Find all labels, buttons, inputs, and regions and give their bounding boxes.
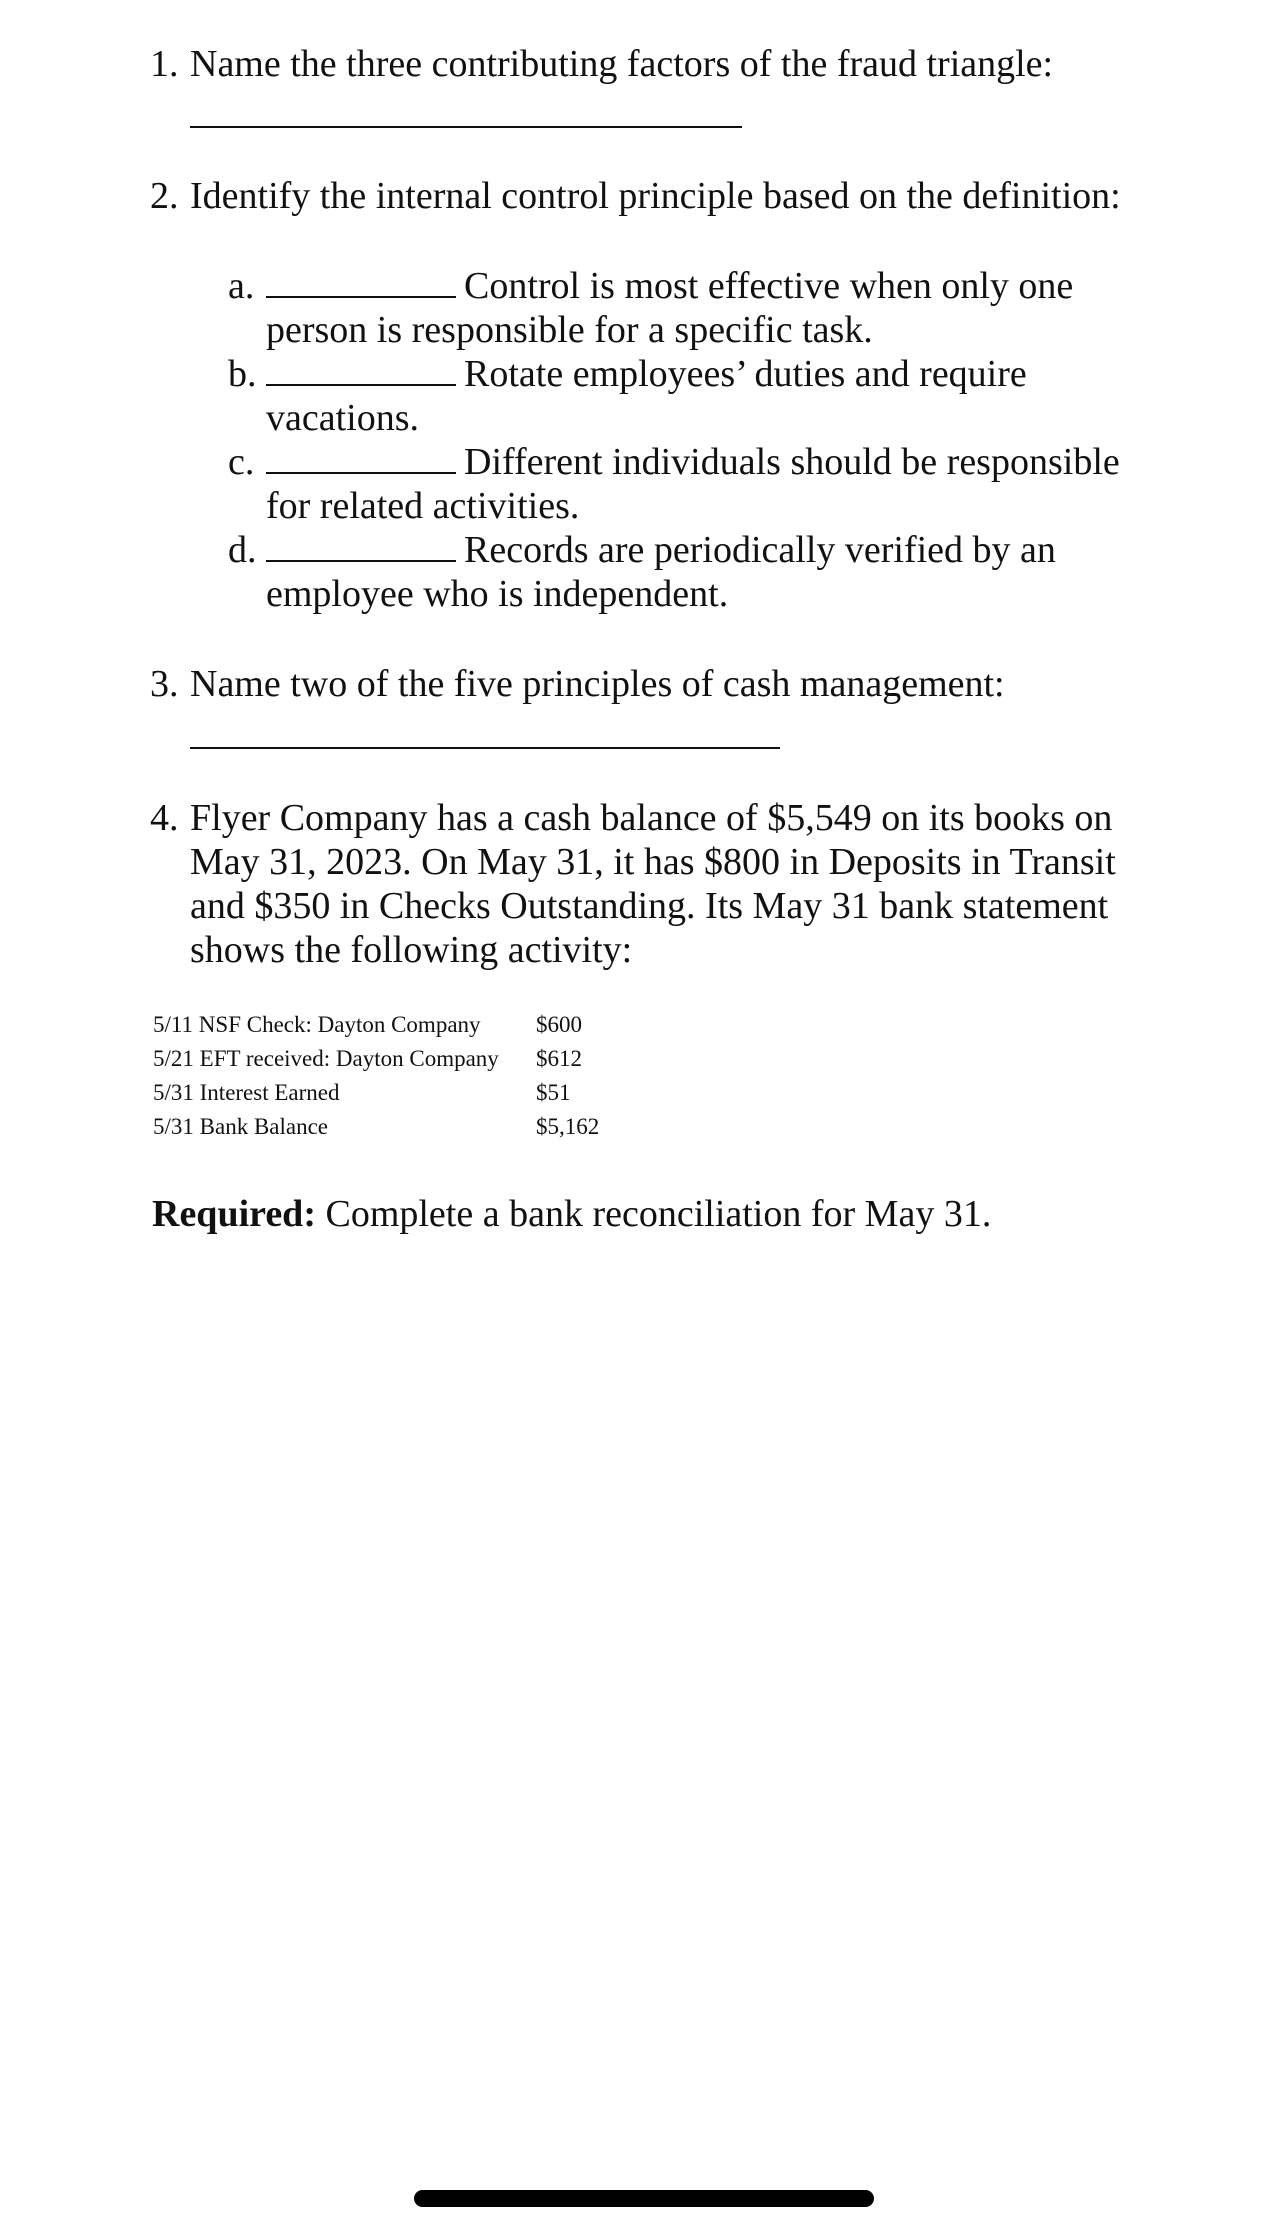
question-3-answer-line xyxy=(190,747,780,749)
question-4-number: 4. xyxy=(150,797,179,839)
question-4-text: Flyer Company has a cash balance of $5,549 on its books on May 31, 2023. On May 31, it has $800 in Deposits in Transit and $350 in Checks Outstanding. Its May 31 bank statement shows the following activity: xyxy=(190,797,1116,971)
item-text: Control is most effective when only one person is responsible for a specific task. xyxy=(266,265,1074,351)
activity-row xyxy=(153,1076,599,1110)
question-2-number: 2. xyxy=(150,175,179,217)
item-letter: d. xyxy=(228,529,257,571)
activity-description: 5/21 EFT received: Dayton Company xyxy=(153,1046,499,1071)
home-indicator-bar[interactable] xyxy=(414,2190,874,2207)
activity-row xyxy=(153,1008,599,1042)
item-text: Different individuals should be responsible for related activities. xyxy=(266,441,1120,527)
question-3-text: Name two of the five principles of cash management: xyxy=(190,663,1005,705)
required-instruction xyxy=(152,1192,991,1236)
activity-amount: $51 xyxy=(536,1080,571,1105)
activity-amount: $612 xyxy=(536,1046,582,1071)
item-blank xyxy=(266,266,456,298)
question-2-item-d xyxy=(228,528,1148,616)
activity-amount: $600 xyxy=(536,1012,582,1037)
required-label: Required: xyxy=(152,1193,316,1235)
item-letter: c. xyxy=(228,441,255,483)
question-2-item-c xyxy=(228,440,1148,528)
item-blank xyxy=(266,442,456,474)
activity-amount: $5,162 xyxy=(536,1114,600,1139)
activity-row xyxy=(153,1042,599,1076)
item-letter: a. xyxy=(228,265,255,307)
item-blank xyxy=(266,530,456,562)
question-1-number: 1. xyxy=(150,43,179,85)
question-3-number: 3. xyxy=(150,663,179,705)
item-text: Records are periodically verified by an employee who is independent. xyxy=(266,529,1056,615)
activity-row xyxy=(153,1110,599,1144)
item-text: Rotate employees’ duties and require vacations. xyxy=(266,353,1027,439)
activity-description: 5/11 NSF Check: Dayton Company xyxy=(153,1012,481,1037)
question-4 xyxy=(150,796,1140,972)
bank-statement-activity xyxy=(153,1008,599,1144)
activity-description: 5/31 Bank Balance xyxy=(153,1114,329,1139)
question-2 xyxy=(150,174,1150,218)
question-3 xyxy=(150,662,1150,706)
item-letter: b. xyxy=(228,353,257,395)
question-1 xyxy=(150,42,1150,86)
question-2-item-b xyxy=(228,352,1148,440)
question-1-answer-line xyxy=(190,126,742,128)
question-2-text: Identify the internal control principle based on the definition: xyxy=(190,175,1121,217)
activity-description: 5/31 Interest Earned xyxy=(153,1080,340,1105)
question-1-text: Name the three contributing factors of the fraud triangle: xyxy=(190,43,1054,85)
item-blank xyxy=(266,354,456,386)
required-text: Complete a bank reconciliation for May 31. xyxy=(315,1193,992,1235)
question-2-item-a xyxy=(228,264,1148,352)
